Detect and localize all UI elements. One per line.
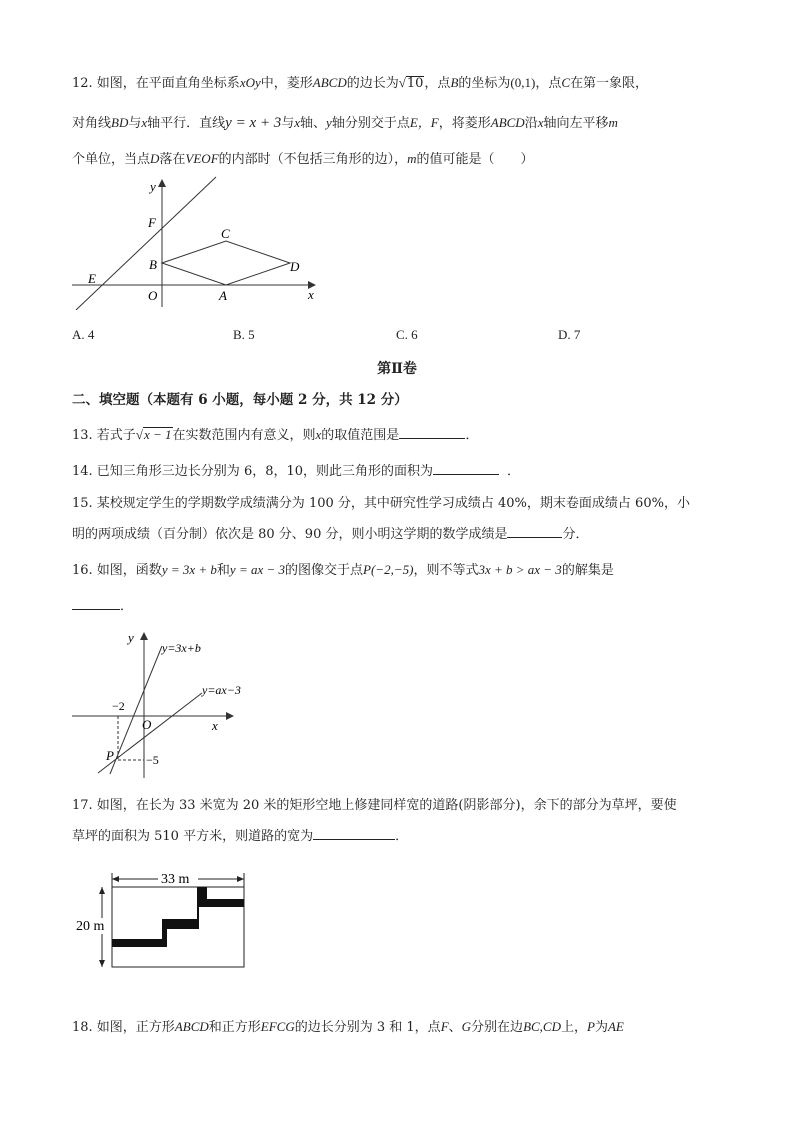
dim-height-arrow-bottom xyxy=(99,960,105,967)
option-c[interactable]: C. 6 xyxy=(396,327,418,342)
label-x: x xyxy=(308,287,314,302)
q14: 14. 已知三角形三边长分别为 6，8，10，则此三角形的面积为 ． xyxy=(72,464,521,479)
answer-blank-13[interactable] xyxy=(399,426,465,439)
label-x: x xyxy=(212,718,218,733)
q12-line2: 对角线BD与x轴平行．直线y = x + 3与x轴、y轴分别交于点E，F，将菱形ABCD沿x轴向左平移m xyxy=(72,115,618,131)
label-P: P xyxy=(106,748,114,763)
answer-blank-16[interactable] xyxy=(72,597,120,610)
line-EF xyxy=(76,177,216,310)
part2-heading: 二、填空题（本题有 6 小题，每小题 2 分，共 12 分） xyxy=(72,392,408,408)
q17-line1: 17. 如图，在长为 33 米宽为 20 米的矩形空地上修建同样宽的道路(阴影部分)，余下的部分为草坪，要使 xyxy=(72,798,677,813)
label-C: C xyxy=(221,226,230,241)
q15-line1: 15. 某校规定学生的学期数学成绩满分为 100 分，其中研究性学习成绩占 40%，期末卷面成绩占 60%，小 xyxy=(72,496,690,511)
q13: 13. 若式子√x − 1在实数范围内有意义，则x的取值范围是 ． xyxy=(72,427,479,443)
q12-line3: 个单位，当点D落在VEOF的内部时（不包括三角形的边），m的值可能是（ ） xyxy=(72,151,534,167)
q15-line2: 明的两项成绩（百分制）依次是 80 分、90 分，则小明这学期的数学成绩是 分． xyxy=(72,527,589,542)
dim-width-arrow-right xyxy=(237,876,244,882)
label-y: y xyxy=(128,630,134,645)
option-d[interactable]: D. 7 xyxy=(558,327,581,342)
label-y: y xyxy=(150,179,156,194)
section-title: 第Ⅱ卷 xyxy=(377,361,417,377)
width-label: 33 m xyxy=(161,872,190,887)
option-a[interactable]: A. 4 xyxy=(72,327,95,342)
q17-figure xyxy=(72,868,252,976)
label-line2: y=ax−3 xyxy=(202,683,241,697)
answer-blank-14[interactable] xyxy=(433,462,499,475)
label-D: D xyxy=(290,259,300,274)
rhombus-ABCD xyxy=(162,241,290,285)
sqrt10: 10 xyxy=(406,76,424,91)
label-O: O xyxy=(148,288,158,303)
q16-line2: ． xyxy=(72,597,133,617)
y-axis-arrow xyxy=(140,632,148,640)
label-neg2: −2 xyxy=(112,699,125,713)
label-E: E xyxy=(88,271,96,286)
label-F: F xyxy=(148,215,156,230)
height-label: 20 m xyxy=(76,919,105,934)
label-line1: y=3x+b xyxy=(162,641,201,655)
answer-blank-15[interactable] xyxy=(507,525,562,538)
q16-figure xyxy=(68,628,248,780)
label-O: O xyxy=(142,717,152,732)
q12-line1: 12. 如图，在平面直角坐标系xOy中，菱形ABCD的边长为√10，点B的坐标为(0,1)，点C在第一象限， xyxy=(72,75,649,91)
sqrt-x-minus-1: x − 1 xyxy=(143,427,172,442)
x-axis-arrow xyxy=(226,712,234,720)
option-b[interactable]: B. 5 xyxy=(233,327,255,342)
label-neg5: −5 xyxy=(146,753,159,767)
answer-blank-17[interactable] xyxy=(313,827,395,840)
dim-height-arrow-top xyxy=(99,887,105,894)
q12-figure xyxy=(68,175,328,310)
q17-line2: 草坪的面积为 510 平方米，则道路的宽为 ． xyxy=(72,829,409,844)
label-B: B xyxy=(149,257,157,272)
y-axis-arrow xyxy=(158,179,166,187)
q16-line1: 16. 如图，函数y = 3x + b和y = ax − 3的图像交于点P(−2,−5)，则不等式3x + b > ax − 3的解集是 xyxy=(72,562,614,578)
dim-width-arrow-left xyxy=(112,876,119,882)
label-A: A xyxy=(219,288,227,303)
q18-line1: 18. 如图，正方形ABCD和正方形EFCG的边长分别为 3 和 1，点F、G分别在边BC,CD上，P为AE xyxy=(72,1019,624,1035)
